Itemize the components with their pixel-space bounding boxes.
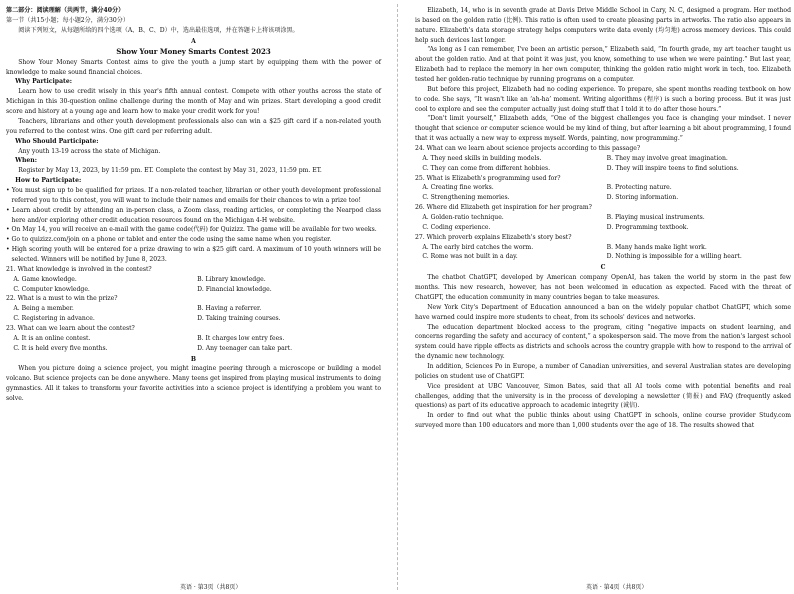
passage-a-letter: A: [191, 37, 196, 45]
question-stem: 22. What is a must to win the prize?: [6, 295, 118, 303]
option-a: A. Being a member.: [13, 305, 74, 313]
question-stem: 21. What knowledge is involved in the contest?: [6, 265, 152, 273]
option-c: C. They can come from different hobbies.: [422, 164, 551, 172]
option-a: A. Game knowledge.: [13, 275, 77, 283]
passage-c-paragraph: In addition, Sciences Po in Europe, a number of Canadian universities, and several Australian states are developing policies on student use of ChatGPT.: [415, 362, 791, 380]
who-should-participate-heading: Who Should Participate:: [15, 137, 99, 145]
instructions: 阅读下列短文，从每题所给的四个选项（A、B、C、D）中，选出最佳选项，并在答题卡上将该项涂黑。: [18, 26, 299, 34]
option-b: B. Protecting nature.: [606, 184, 672, 192]
option-c: C. Coding experience.: [422, 223, 491, 231]
option-a: A. Creating fine works.: [422, 184, 494, 192]
passage-c-letter: C: [600, 264, 606, 272]
bullet-item: • You must sign up to be qualified for prizes. If a non-related teacher, librarian or other youth development professional referred you to this contest, you will want to include their names and emails for their chances to win a prize too!: [6, 186, 381, 204]
passage-c-paragraph: The education department blocked access to the program, citing “negative impacts on student learning, and concerns regarding the safety and accuracy of content,” a spokesperson said. The move from the nation's largest school system could have ripple effects as districts and schools across the country grapple with how to respond to the arrival of the dynamic new technology.: [415, 323, 791, 361]
right-page-column: [415, 6, 791, 576]
question-stem: 25. What is Elizabeth's programming used for?: [415, 174, 561, 182]
option-d: D. Taking training courses.: [197, 315, 281, 323]
option-a: A. Golden-ratio technique.: [422, 214, 504, 222]
passage-b-paragraph: When you picture doing a science project, you might imagine peering through a microscope or building a model volcano. But science projects can be done anywhere. Many teens get inspired from playing musical instruments to doing gymnastics. All it takes to transform your favorite activities into a science project is identifying a problem you want to solve.: [6, 365, 381, 402]
how-to-participate-heading: How to Participate:: [15, 177, 82, 185]
passage-a-title: Show Your Money Smarts Contest 2023: [116, 47, 271, 57]
passage-b-paragraph: But before this project, Elizabeth had no coding experience. To prepare, she spent months reading textbook on how to code. She says, “It wasn't like an ‘ah-ha’ moment. Writing algorithms (程序) is such a boring process. But it was just cool to explore and see the computer actually just doing stuff that I told it to do after those hours.”: [415, 85, 791, 113]
question-stem: 27. Which proverb explains Elizabeth's story best?: [415, 233, 572, 241]
option-b: B. Many hands make light work.: [606, 243, 707, 251]
question-27: [415, 233, 791, 263]
right-page-footer: 英语 · 第4页（共8页）: [586, 584, 648, 591]
bullet-item: • Learn about credit by attending an in-person class, a Zoom class, reading articles, or completing the Nearpod class here and/or exploring other credit education resources found on the Michigan 4-H website.: [6, 206, 381, 224]
passage-a-paragraph: Show Your Money Smarts Contest aims to give the youth a jump start by equipping them with the power of knowledge to make sound financial choices.: [6, 58, 381, 76]
passage-b-paragraph: “As long as I can remember, I've been an artistic person,” Elizabeth said, “In fourth grade, my art teacher taught us about the golden ratio. And at that point it was just, you know, something to use when we were painting.” But last year, Elizabeth had to replace the memory in her own computer, thinking the golden ratio might work in tech, too. Elizabeth tested her golden-ratio technique by running programs on a computer.: [415, 46, 791, 84]
passage-b-letter: B: [190, 355, 197, 363]
option-c: C. Rome was not built in a day.: [422, 253, 518, 261]
passage-c-paragraph: The chatbot ChatGPT, developed by American company OpenAI, has taken the world by storm in the past few months. This new research, however, has not been welcomed in education as expected. Faced with the threat of ChatGPT, the education community in many countries began to take measures.: [415, 274, 791, 301]
option-c: C. Registering in advance.: [13, 315, 95, 323]
passage-c-paragraph: Vice president at UBC Vancouver, Simon Bates, said that all AI tools come with potential benefits and real challenges, adding that the university is in the process of developing a newsletter (简报) and FAQ (frequently asked questions) as part of its educative approach to academic integrity (诚信).: [415, 382, 791, 410]
section-header: 第一节（共15小题；每小题2分，满分30分）: [6, 16, 129, 24]
passage-a-paragraph: Teachers, librarians and other youth development professionals also can win a $25 gift card if a non-related youth you referred to the contest wins. One gift card per referring adult.: [6, 117, 381, 135]
left-page-footer: 英语 · 第3页（共8页）: [180, 584, 242, 591]
passage-c-paragraph: New York City's Department of Education announced a ban on the widely popular chatbot ChatGPT, which some have warned could inspire more students to cheat, from its schools' devices and networks.: [415, 303, 791, 321]
passage-b-paragraph: Elizabeth, 14, who is in seventh grade at Davis Drive Middle School in Cary, N. C, designed a program. Her method is based on the golden ratio (比例). This ratio is often used to create pleasing parts in artworks. The ratio also appears in nature. Elizabeth's data storage strategy helps computers write data evenly (均匀地) across memory devices. This could help such devices last longer.: [415, 7, 791, 44]
passage-c-paragraph: In order to find out what the public thinks about using ChatGPT in schools, online course provider Study.com surveyed more than 100 educators and more than 1,000 students over the age of 18. The results showed that: [415, 412, 791, 430]
option-d: D. Financial knowledge.: [197, 285, 272, 293]
question-23: [6, 324, 381, 354]
question-stem: 26. Where did Elizabeth get inspiration for her program?: [415, 204, 592, 212]
question-26: [415, 203, 791, 233]
question-24: [415, 144, 791, 174]
question-stem: 24. What can we learn about science projects according to this passage?: [415, 145, 641, 153]
when-heading: When:: [15, 157, 37, 165]
option-b: B. Library knowledge.: [197, 275, 266, 283]
option-a: A. They need skills in building models.: [422, 154, 542, 162]
left-page-column: [6, 6, 381, 576]
passage-a-paragraph: Learn how to use credit wisely in this year's fifth annual contest. Compete with other youths across the state of Michigan in this 30-question online challenge during the month of May and win prizes. Start developing a good credit score and history at a young age and learn how to make your credit work for you!: [6, 88, 381, 116]
option-a: A. The early bird catches the worm.: [422, 243, 534, 251]
bullet-item: • On May 14, you will receive an e-mail with the game code(代码) for Quizizz. The game will be available for two weeks.: [6, 226, 377, 234]
option-d: D. Storing information.: [606, 194, 679, 202]
option-d: D. Nothing is impossible for a willing heart.: [606, 253, 742, 261]
option-b: B. Having a referrer.: [197, 305, 262, 313]
bullet-item: • Go to quizizz.com/join on a phone or tablet and enter the code using the same name when you register.: [6, 236, 332, 244]
option-d: D. Programming textbook.: [606, 223, 689, 231]
question-22: [6, 294, 381, 324]
part-header: 第二部分：阅读理解（共两节，满分40分）: [6, 7, 125, 14]
option-b: B. It charges low entry fees.: [197, 334, 285, 342]
question-25: [415, 174, 791, 204]
question-21: [6, 265, 381, 295]
why-participate-heading: Why Participate:: [15, 78, 72, 86]
who-text: Any youth 13-19 across the state of Michigan.: [18, 147, 161, 155]
page-divider: [397, 4, 398, 590]
passage-b-paragraph: “Don't limit yourself,” Elizabeth adds, “One of the biggest challenges you face is changing your mindset. I never thought that science or computer science would be my kind of thing, but after learning a bit about programming, I found that it was actually a new way to express myself. Words, painting, now programming.”: [415, 115, 791, 143]
option-c: C. Strengthening memories.: [422, 194, 510, 202]
option-d: D. Any teenager can take part.: [197, 344, 293, 352]
question-stem: 23. What can we learn about the contest?: [6, 324, 135, 332]
bullet-item: • High scoring youth will be entered for a prize drawing to win a $25 gift card. A maximum of 10 youth winners will be selected. Winners will be notified by June 8, 2023.: [6, 246, 381, 263]
option-b: B. Playing musical instruments.: [606, 214, 705, 222]
option-d: D. They will inspire teens to find solutions.: [606, 164, 739, 172]
option-c: C. It is held every five months.: [13, 344, 108, 352]
option-a: A. It is an online contest.: [13, 334, 91, 342]
option-b: B. They may involve great imagination.: [606, 154, 728, 162]
option-c: C. Computer knowledge.: [13, 285, 90, 293]
when-text: Register by May 13, 2023, by 11:59 pm. ET. Complete the contest by May 31, 2023, 11:59 pm. ET.: [18, 167, 322, 175]
